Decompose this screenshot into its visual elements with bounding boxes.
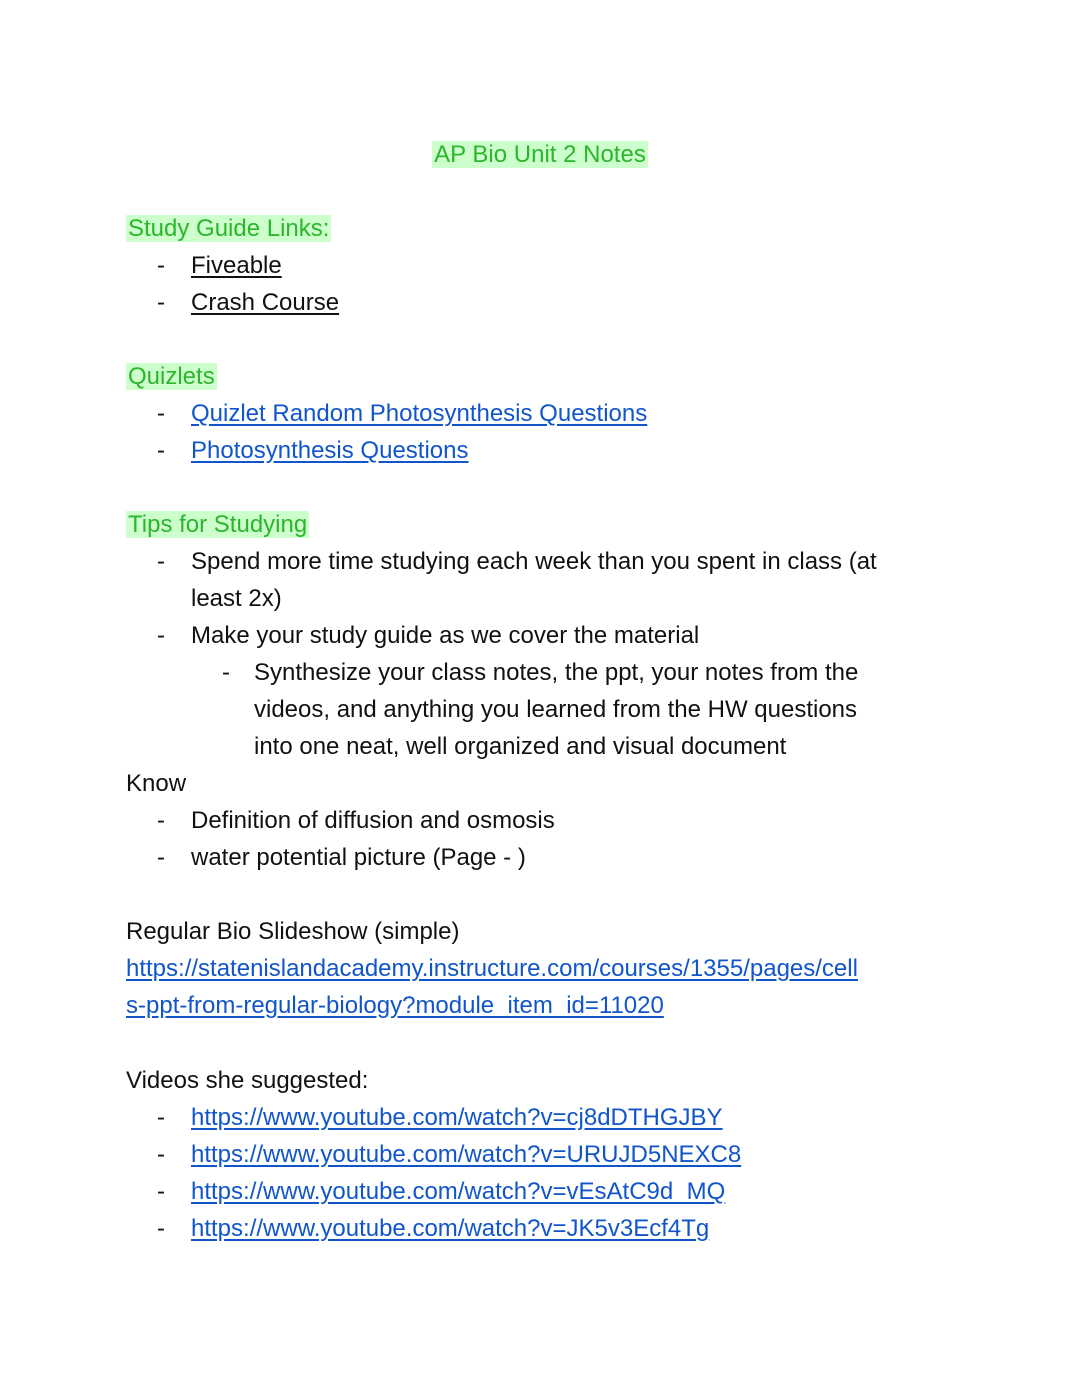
tip-sub-item-line-3: into one neat, well organized and visual document — [254, 733, 787, 760]
tip-sub-item-line-2: videos, and anything you learned from the HW questions — [254, 696, 858, 723]
bullet-dash: - — [157, 844, 165, 871]
document-title — [0, 136, 1080, 173]
videos-heading: Videos she suggested: — [126, 1067, 369, 1094]
bullet-dash: - — [157, 289, 165, 316]
tip-item-2: Make your study guide as we cover the material — [191, 622, 700, 649]
crash-course-link[interactable]: Crash Course — [191, 289, 340, 316]
know-heading: Know — [126, 770, 187, 797]
bullet-dash: - — [157, 252, 165, 279]
video-link-4[interactable]: https://www.youtube.com/watch?v=JK5v3Ecf4Tg — [191, 1215, 710, 1242]
title-text: AP Bio Unit 2 Notes — [434, 141, 646, 168]
know-item-2: water potential picture (Page - ) — [191, 844, 526, 871]
tip-item-1-line-1: Spend more time studying each week than you spent in class (at — [191, 548, 877, 575]
tips-heading — [126, 506, 309, 543]
study-guide-heading — [126, 210, 331, 247]
bullet-dash: - — [157, 1141, 165, 1168]
study-guide-heading-text: Study Guide Links: — [128, 215, 330, 242]
fiveable-link[interactable]: Fiveable — [191, 252, 282, 279]
bullet-dash: - — [157, 437, 165, 464]
video-link-2[interactable]: https://www.youtube.com/watch?v=URUJD5NEXC8 — [191, 1141, 742, 1168]
bullet-dash: - — [157, 1104, 165, 1131]
video-link-3[interactable]: https://www.youtube.com/watch?v=vEsAtC9d_MQ — [191, 1178, 726, 1205]
quizlets-heading — [126, 358, 217, 395]
bullet-dash: - — [157, 548, 165, 575]
bullet-dash: - — [157, 1215, 165, 1242]
tip-sub-item-line-1: Synthesize your class notes, the ppt, your notes from the — [254, 659, 859, 686]
bullet-dash: - — [157, 400, 165, 427]
slideshow-link-line-1[interactable]: https://statenislandacademy.instructure.com/courses/1355/pages/cell — [126, 955, 858, 982]
video-link-1[interactable]: https://www.youtube.com/watch?v=cj8dDTHGJBY — [191, 1104, 723, 1131]
photosynthesis-questions-link[interactable]: Photosynthesis Questions — [191, 437, 469, 464]
know-item-1: Definition of diffusion and osmosis — [191, 807, 555, 834]
tip-item-1-line-2: least 2x) — [191, 585, 282, 612]
quizlets-heading-text: Quizlets — [128, 363, 215, 390]
tips-heading-text: Tips for Studying — [128, 511, 308, 538]
quizlet-random-photosynthesis-link[interactable]: Quizlet Random Photosynthesis Questions — [191, 400, 648, 427]
slideshow-link-line-2[interactable]: s-ppt-from-regular-biology?module_item_id=11020 — [126, 992, 664, 1019]
bullet-dash: - — [157, 807, 165, 834]
slideshow-heading: Regular Bio Slideshow (simple) — [126, 918, 460, 945]
bullet-dash: - — [157, 622, 165, 649]
bullet-dash: - — [157, 1178, 165, 1205]
sub-bullet-dash: - — [222, 659, 230, 686]
